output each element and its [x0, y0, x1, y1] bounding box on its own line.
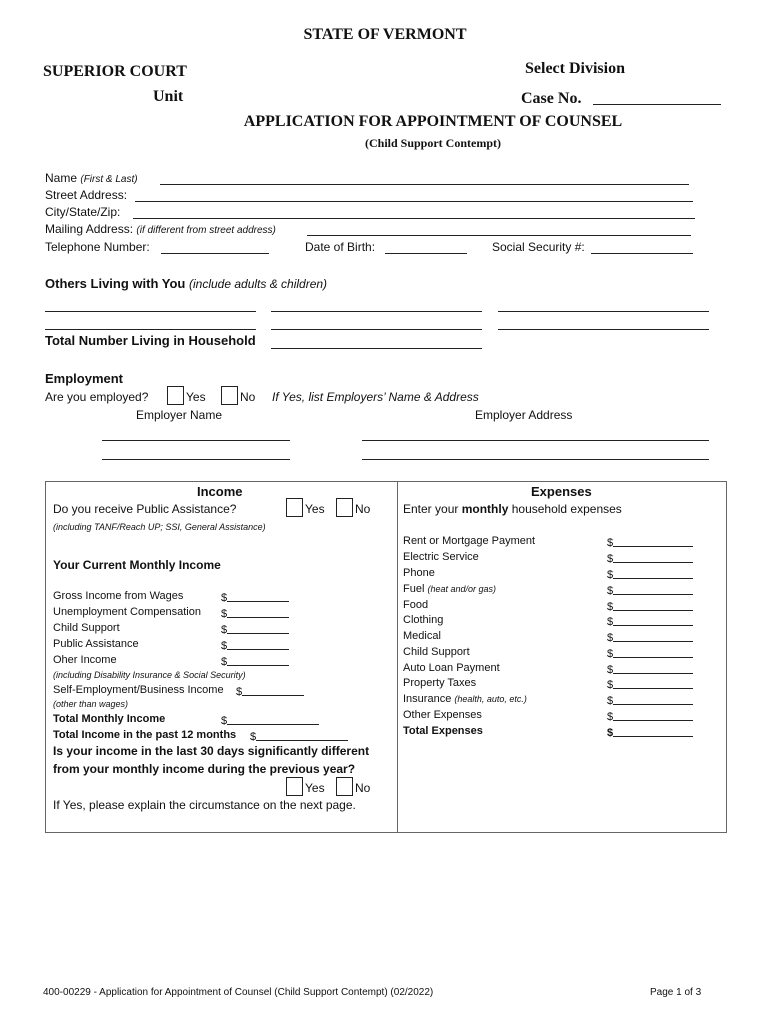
name-label-group: [45, 171, 138, 185]
employer-address-field[interactable]: [362, 459, 709, 460]
household-heading: Others Living with You: [45, 276, 186, 291]
expense-medical-label: Medical: [403, 630, 441, 642]
employer-instruction: If Yes, list Employers’ Name & Address: [272, 390, 479, 404]
expense-phone-label: Phone: [403, 567, 435, 579]
household-field[interactable]: [271, 311, 482, 312]
employed-no-group: [221, 386, 255, 405]
public-yes-label: Yes: [305, 502, 325, 516]
employed-question: Are you employed?: [45, 390, 149, 404]
household-field[interactable]: [45, 329, 256, 330]
expenses-intro: [403, 502, 622, 516]
dollar-sign: $: [250, 731, 257, 743]
employer-name-field[interactable]: [102, 440, 290, 441]
expense-other-label: Other Expenses: [403, 709, 482, 721]
state-title: STATE OF VERMONT: [303, 26, 467, 43]
dollar-sign: $: [607, 553, 614, 565]
name-label: Name: [45, 171, 78, 185]
gross-wages-label: Gross Income from Wages: [53, 590, 184, 602]
expense-rent-field[interactable]: [607, 535, 693, 549]
expense-other-field[interactable]: [607, 709, 693, 723]
total-12-months-field[interactable]: [250, 729, 348, 743]
mailing-field[interactable]: [307, 235, 691, 236]
ssn-field[interactable]: [591, 253, 693, 254]
ssn-label: Social Security #:: [492, 240, 585, 254]
employed-yes-checkbox[interactable]: [167, 386, 184, 405]
self-employment-label: Self-Employment/Business Income: [53, 684, 224, 696]
expense-fuel-hint: (heat and/or gas): [427, 584, 497, 594]
mailing-label-group: [45, 222, 276, 236]
income-change-yes-label: Yes: [305, 781, 325, 795]
employed-no-checkbox[interactable]: [221, 386, 238, 405]
child-support-income-field[interactable]: [221, 622, 289, 636]
dollar-sign: $: [607, 664, 614, 676]
unemployment-field[interactable]: [221, 606, 289, 620]
dob-field[interactable]: [385, 253, 467, 254]
public-assistance-income-field[interactable]: [221, 638, 289, 652]
expense-total-label: Total Expenses: [403, 725, 483, 737]
expense-medical-field[interactable]: [607, 630, 693, 644]
phone-label: Telephone Number:: [45, 240, 150, 254]
mailing-hint: (if different from street address): [136, 225, 276, 236]
dollar-sign: $: [607, 711, 614, 723]
expense-insurance-label: Insurance: [403, 693, 452, 705]
dollar-sign: $: [607, 632, 614, 644]
income-change-yes-checkbox[interactable]: [286, 777, 303, 796]
employer-name-header: Employer Name: [136, 408, 223, 422]
mailing-label: Mailing Address:: [45, 222, 134, 236]
public-no-checkbox[interactable]: [336, 498, 353, 517]
employed-yes-group: [167, 386, 206, 405]
case-number-label: Case No.: [521, 90, 582, 107]
public-no-label: No: [355, 502, 371, 516]
expense-property-label: Property Taxes: [403, 677, 477, 689]
self-employment-field[interactable]: [236, 684, 304, 698]
unit-label: Unit: [153, 88, 184, 105]
dollar-sign: $: [221, 592, 228, 604]
employer-address-field[interactable]: [362, 440, 709, 441]
name-field[interactable]: [160, 184, 689, 185]
expense-fuel-label: Fuel: [403, 583, 425, 595]
income-change-no-label: No: [355, 781, 371, 795]
household-field[interactable]: [498, 311, 709, 312]
income-change-no-checkbox[interactable]: [336, 777, 353, 796]
unemployment-label: Unemployment Compensation: [53, 606, 201, 618]
employer-address-header: Employer Address: [475, 408, 573, 422]
public-assistance-income-label: Public Assistance: [53, 638, 139, 650]
child-support-income-label: Child Support: [53, 622, 120, 634]
expense-property-field[interactable]: [607, 677, 693, 691]
other-income-label: Oher Income: [53, 654, 117, 666]
total-12-months-label: Total Income in the past 12 months: [53, 729, 237, 741]
dollar-sign: $: [221, 656, 228, 668]
division-select[interactable]: Select Division: [525, 60, 625, 77]
dollar-sign: $: [607, 569, 614, 581]
dollar-sign: $: [607, 601, 614, 613]
expenses-intro-after: household expenses: [511, 502, 622, 516]
expense-auto-label: Auto Loan Payment: [403, 662, 500, 674]
household-hint: (include adults & children): [188, 277, 328, 291]
income-change-question-1: Is your income in the last 30 days significantly different: [53, 744, 370, 758]
dollar-sign: $: [607, 679, 614, 691]
expense-electric-label: Electric Service: [403, 551, 479, 563]
total-monthly-label: Total Monthly Income: [53, 713, 166, 725]
employed-yes-label: Yes: [186, 390, 206, 404]
dollar-sign: $: [221, 640, 228, 652]
monthly-income-heading: Your Current Monthly Income: [53, 558, 221, 572]
other-income-field[interactable]: [221, 654, 289, 668]
expense-food-label: Food: [403, 599, 429, 611]
dollar-sign: $: [221, 624, 228, 636]
name-hint: (First & Last): [80, 174, 138, 185]
self-employment-hint: (other than wages): [53, 699, 129, 709]
household-field[interactable]: [45, 311, 256, 312]
dollar-sign: $: [607, 585, 614, 597]
court-name: SUPERIOR COURT: [43, 63, 187, 80]
household-field[interactable]: [498, 329, 709, 330]
other-income-hint: (including Disability Insurance & Social Security): [53, 670, 246, 680]
expense-child-support-field[interactable]: [607, 646, 693, 660]
gross-wages-field[interactable]: [221, 590, 289, 604]
expense-child-support-label: Child Support: [403, 646, 470, 658]
expense-electric-field[interactable]: [607, 551, 693, 565]
dollar-sign: $: [236, 686, 243, 698]
dollar-sign: $: [607, 727, 614, 739]
household-total-field[interactable]: [271, 348, 482, 349]
employment-heading: Employment: [45, 371, 124, 386]
phone-field[interactable]: [161, 253, 269, 254]
expense-phone-field[interactable]: [607, 567, 693, 581]
form-title: APPLICATION FOR APPOINTMENT OF COUNSEL: [243, 113, 623, 130]
expense-rent-label: Rent or Mortgage Payment: [403, 535, 536, 547]
public-yes-checkbox[interactable]: [286, 498, 303, 517]
street-field[interactable]: [135, 201, 693, 202]
expense-insurance-hint: (health, auto, etc.): [454, 694, 527, 704]
street-label: Street Address:: [45, 188, 128, 202]
public-assistance-question: Do you receive Public Assistance?: [53, 502, 237, 516]
total-monthly-field[interactable]: [221, 713, 319, 727]
expense-auto-field[interactable]: [607, 662, 693, 676]
expense-total-field[interactable]: [607, 725, 693, 739]
page-number: Page 1 of 3: [650, 987, 702, 998]
income-change-question-2: from your monthly income during the previous year?: [53, 762, 356, 776]
employed-no-label: No: [240, 390, 256, 404]
dollar-sign: $: [607, 537, 614, 549]
employer-name-field[interactable]: [102, 459, 290, 460]
expense-clothing-label: Clothing: [403, 614, 444, 626]
expense-insurance-field[interactable]: [607, 693, 693, 707]
expenses-intro-monthly: monthly: [461, 502, 509, 516]
public-assistance-hint: (including TANF/Reach UP; SSI, General Assistance): [53, 522, 266, 532]
expense-fuel-field[interactable]: [607, 583, 693, 597]
expense-clothing-field[interactable]: [607, 614, 693, 628]
dollar-sign: $: [607, 616, 614, 628]
dob-label: Date of Birth:: [305, 240, 376, 254]
city-field[interactable]: [133, 218, 695, 219]
income-change-no-group: [336, 777, 370, 796]
household-heading-group: [45, 276, 327, 291]
case-number-field[interactable]: [593, 104, 721, 105]
expenses-intro-before: Enter your: [403, 502, 459, 516]
explain-note: If Yes, please explain the circumstance on the next page.: [53, 798, 356, 812]
expenses-heading: Expenses: [531, 484, 592, 499]
expense-food-field[interactable]: [607, 599, 693, 613]
panel-divider: [397, 481, 398, 832]
form-subtitle: (Child Support Contempt): [364, 136, 502, 150]
dollar-sign: $: [607, 648, 614, 660]
household-total-label: Total Number Living in Household: [45, 333, 256, 348]
public-yes-group: [286, 498, 325, 517]
city-label: City/State/Zip:: [45, 205, 121, 219]
income-heading: Income: [197, 484, 243, 499]
dollar-sign: $: [221, 715, 228, 727]
form-id: 400-00229 - Application for Appointment of Counsel (Child Support Contempt) (02/2022): [43, 987, 434, 998]
household-field[interactable]: [271, 329, 482, 330]
public-no-group: [336, 498, 370, 517]
income-change-yes-group: [286, 777, 325, 796]
dollar-sign: $: [221, 608, 228, 620]
dollar-sign: $: [607, 695, 614, 707]
